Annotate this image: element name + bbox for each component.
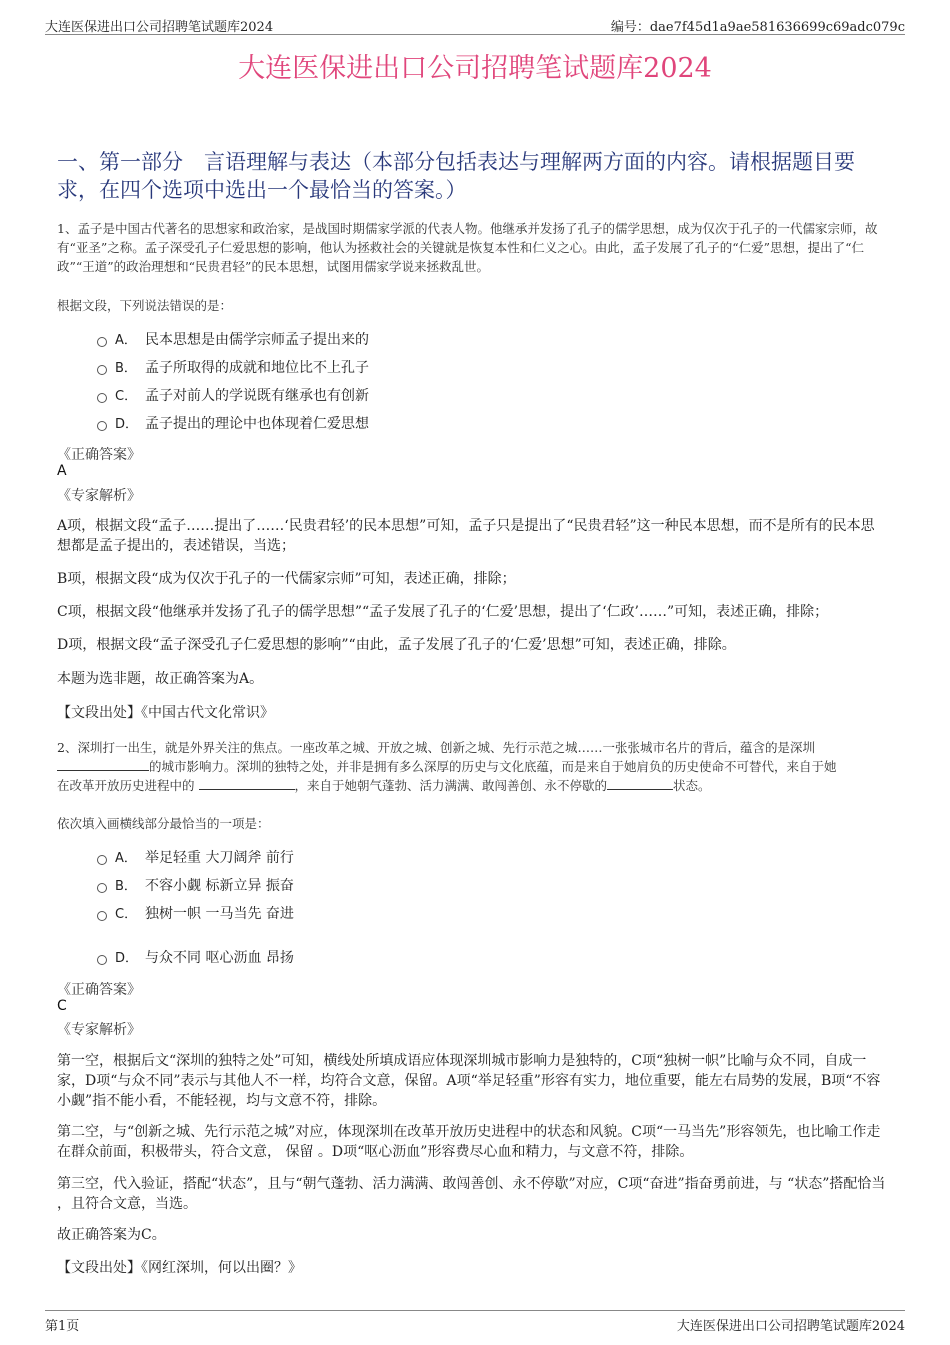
q2-option-a[interactable]: A． 举足轻重 大刀阔斧 前行: [97, 848, 294, 868]
q1-option-d[interactable]: D． 孟子提出的理论中也体现着仁爱思想: [97, 414, 369, 434]
q1-conclusion: 本题为选非题，故正确答案为A。: [57, 671, 264, 687]
document-title: 大连医保进出口公司招聘笔试题库2024: [238, 53, 712, 84]
radio-icon[interactable]: [97, 365, 107, 375]
radio-icon[interactable]: [97, 911, 107, 921]
q2-answer: C: [57, 998, 67, 1014]
q1-analysis-b: B项，根据文段“成为仅次于孔子的一代儒家宗师”可知，表述正确，排除；: [57, 571, 516, 587]
q2-analysis-blank-3: 第三空，代入验证，搭配“状态”，且与“朝气蓬勃、活力满满、敢闯善创、永不停歇”对应，C项“奋进”指奋勇前进，与 “状态”搭配恰当 ，且符合文意，当选。: [57, 1176, 886, 1212]
page-footer: [45, 1310, 905, 1333]
q2-analysis-blank-1: 第一空，根据后文“深圳的独特之处”可知，横线处所填成语应体现深圳城市影响力是独特的，C项“独树一帜”比喻与众不同，自成一家，D项“与众不同”表示与其他人不一样，均符合文意，保留。A项“举足轻重”形容有实力，地位重要，能左右局势的发展，B项“不容小觑”指不能小看，不能轻视，均与文意不符，排除。: [57, 1053, 881, 1109]
q1-option-c[interactable]: C． 孟子对前人的学说既有继承也有创新: [97, 386, 369, 406]
q1-answer: A: [57, 463, 67, 479]
q2-source: 【文段出处】《网红深圳，何以出圈？》: [57, 1260, 302, 1276]
q1-analysis-a: A项，根据文段“孟子……提出了……‘民贵君轻’的民本思想”可知，孟子只是提出了“民贵君轻”这一种民本思想，而不是所有的民本思想都是孟子提出的，表述错误，当选；: [57, 518, 875, 554]
blank-3[interactable]: [607, 789, 673, 790]
header-doc-title: 大连医保进出口公司招聘笔试题库2024: [45, 20, 274, 35]
radio-icon[interactable]: [97, 855, 107, 865]
question-1-stem: 1、孟子是中国古代著名的思想家和政治家，是战国时期儒家学派的代表人物。他继承并发扬了孔子的儒学思想，成为仅次于孔子的一代儒家宗师，故有“亚圣”之称。孟子深受孔子仁爱思想的影响，他认为拯救社会的关键就是恢复本性和仁义之心。由此，孟子发展了孔子的“仁爱”思想，提出了“仁政”“王道”的政治理想和“民贵君轻”的民本思想，试图用儒家学说来拯救乱世。: [57, 221, 878, 274]
radio-icon[interactable]: [97, 393, 107, 403]
page-header: [45, 14, 905, 35]
q1-option-b[interactable]: B． 孟子所取得的成就和地位比不上孔子: [97, 358, 369, 378]
q2-answer-label: 《正确答案》: [57, 982, 141, 998]
header-serial: 编号：dae7f45d1a9ae581636699c69adc079c: [610, 20, 905, 35]
page-number: 第1页: [45, 1319, 80, 1334]
footer-doc-title: 大连医保进出口公司招聘笔试题库2024: [676, 1319, 905, 1334]
question-2-stem: 2、深圳打一出生，就是外界关注的焦点。一座改革之城、开放之城、创新之城、先行示范之城……一张张城市名片的背后，蕴含的是深圳 的城市影响力。深圳的独特之处，并非是拥有多么深厚的历史与文化底蕴，而是来自于她肩负的历史使命不可替代，来自于她 在改革开放历史进程中的 ，来自于她朝气蓬勃、活力满满、敢闯善创、永不停歇的 状态。: [57, 740, 837, 793]
q2-option-d[interactable]: D． 与众不同 呕心沥血 昂扬: [97, 948, 294, 968]
section-heading: 一、第一部分 言语理解与表达（本部分包括表达与理解两方面的内容。请根据题目要求，在四个选项中选出一个最恰当的答案。）: [57, 150, 855, 202]
question-2-lead: 依次填入画横线部分最恰当的一项是：: [57, 816, 270, 831]
question-1-lead: 根据文段，下列说法错误的是：: [57, 298, 233, 313]
blank-2[interactable]: [199, 789, 295, 790]
q2-analysis-blank-2: 第二空，与“创新之城、先行示范之城”对应，体现深圳在改革开放历史进程中的状态和风貌。C项“一马当先”形容领先，也比喻工作走在群众前面，积极带头，符合文意， 保留 。D项“呕心沥血”形容费尽心血和精力，与文意不符，排除。: [57, 1124, 881, 1160]
radio-icon[interactable]: [97, 337, 107, 347]
q2-analysis-label: 《专家解析》: [57, 1022, 141, 1038]
q1-analysis-c: C项，根据文段“他继承并发扬了孔子的儒学思想”“孟子发展了孔子的‘仁爱’思想，提出了‘仁政’……”可知，表述正确，排除；: [57, 604, 829, 620]
q2-conclusion: 故正确答案为C。: [57, 1227, 166, 1243]
q1-analysis-d: D项，根据文段“孟子深受孔子仁爱思想的影响”“由此，孟子发展了孔子的‘仁爱’思想”可知，表述正确，排除。: [57, 637, 736, 653]
radio-icon[interactable]: [97, 421, 107, 431]
radio-icon[interactable]: [97, 883, 107, 893]
q1-source: 【文段出处】《中国古代文化常识》: [57, 705, 274, 721]
q1-analysis-label: 《专家解析》: [57, 488, 141, 504]
q2-option-c[interactable]: C． 独树一帜 一马当先 奋进: [97, 904, 294, 924]
blank-1[interactable]: [57, 770, 149, 771]
q1-answer-label: 《正确答案》: [57, 447, 141, 463]
q2-option-b[interactable]: B． 不容小觑 标新立异 振奋: [97, 876, 294, 896]
q1-option-a[interactable]: A． 民本思想是由儒学宗师孟子提出来的: [97, 330, 369, 350]
radio-icon[interactable]: [97, 955, 107, 965]
